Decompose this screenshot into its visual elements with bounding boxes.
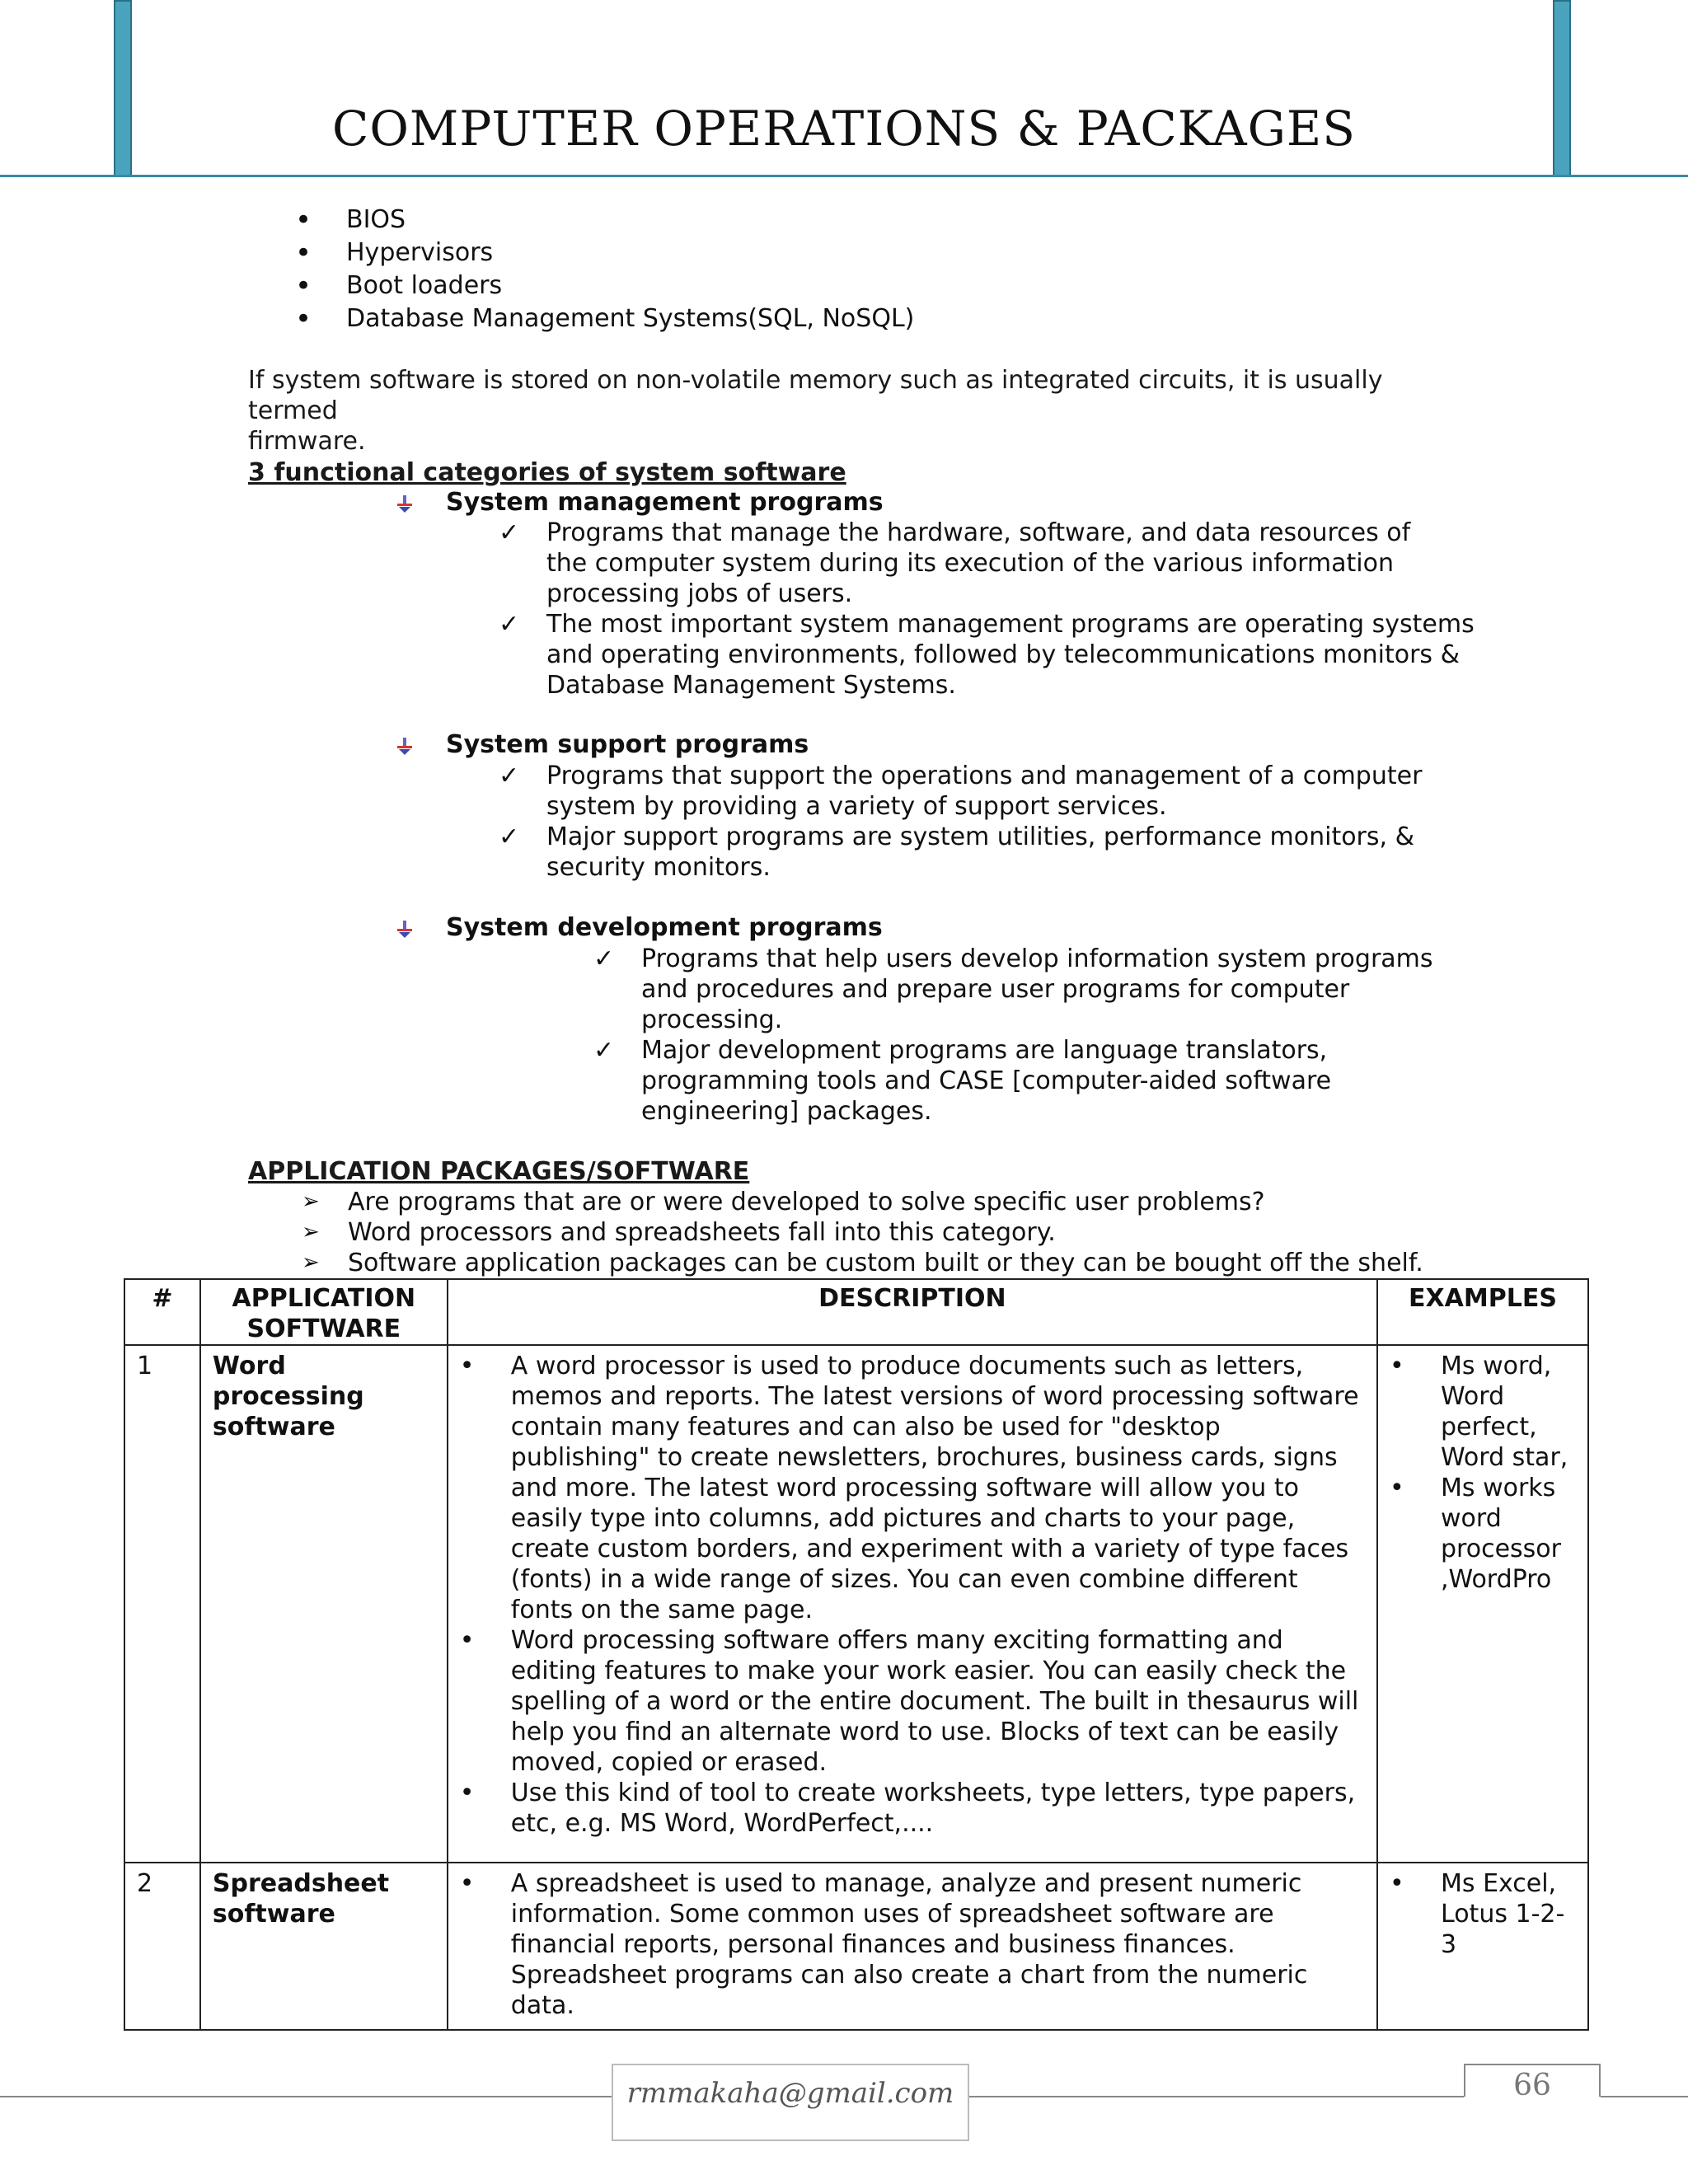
check-item: ✓ Programs that support the operations and management of a computer system by providing a variety of support services. bbox=[499, 762, 1423, 821]
row-examples bbox=[1377, 1345, 1588, 1863]
category-title-management: System management programs bbox=[446, 488, 884, 517]
list-item: • BIOS bbox=[295, 204, 914, 237]
checkmark-icon: ✓ bbox=[499, 610, 520, 639]
arrow-down-icon bbox=[396, 920, 414, 938]
column-header-examples: EXAMPLES bbox=[1377, 1279, 1588, 1345]
list-item: • Boot loaders bbox=[295, 269, 914, 302]
application-software-table bbox=[124, 1278, 1589, 2031]
footer-rule-right bbox=[1601, 2096, 1688, 2097]
footer-rule-left bbox=[0, 2096, 612, 2097]
row-number: 2 bbox=[124, 1863, 200, 2030]
column-header-number: # bbox=[124, 1279, 200, 1345]
table-row bbox=[124, 1345, 1588, 1863]
page-number: 66 bbox=[1513, 2069, 1551, 2102]
check-item: ✓ The most important system management programs are operating systems and operating environments, followed by telecommunications monitors & Database Management Systems. bbox=[499, 610, 1475, 700]
table-header-row bbox=[124, 1279, 1588, 1345]
checkmark-icon: ✓ bbox=[499, 823, 520, 851]
firmware-paragraph: If system software is stored on non-volatile memory such as integrated circuits, it is usually termed firmware. bbox=[248, 366, 1383, 456]
list-item: • Database Management Systems(SQL, NoSQL) bbox=[295, 302, 914, 335]
row-examples bbox=[1377, 1863, 1588, 2030]
category-title-development: System development programs bbox=[446, 913, 883, 942]
table-row bbox=[124, 1863, 1588, 2030]
arrow-down-icon bbox=[396, 494, 414, 513]
column-header-description: DESCRIPTION bbox=[448, 1279, 1377, 1345]
list-item: • Use this kind of tool to create worksheets, type letters, type papers, etc, e.g. MS Word, WordPerfect,.... bbox=[460, 1778, 1365, 1839]
row-application-name: Spreadsheet software bbox=[200, 1863, 448, 2030]
arrow-bullet-icon: ➢ bbox=[302, 1250, 320, 1275]
row-description bbox=[448, 1345, 1377, 1863]
arrow-down-icon bbox=[396, 737, 414, 755]
list-item: • Hypervisors bbox=[295, 237, 914, 269]
arrow-bullet-icon: ➢ bbox=[302, 1189, 320, 1214]
check-item: ✓ Programs that help users develop information system programs and procedures and prepare user programs for computer processing. bbox=[593, 944, 1433, 1034]
checkmark-icon: ✓ bbox=[593, 1036, 615, 1065]
categories-heading: 3 functional categories of system software bbox=[248, 458, 846, 487]
check-item: ✓ Major development programs are language translators, programming tools and CASE [computer-aided software engineering] packages. bbox=[593, 1036, 1332, 1126]
list-item: • Word processing software offers many exciting formatting and editing features to make your work easier. You can easily check the spelling of a word or the entire document. The built in thesaurus will help you find an alternate word to use. Blocks of text can be easily moved, copied or erased. bbox=[460, 1625, 1365, 1778]
header-rule bbox=[0, 175, 1688, 177]
checkmark-icon: ✓ bbox=[499, 518, 520, 547]
list-item: • Ms Excel, Lotus 1-2-3 bbox=[1390, 1868, 1576, 1960]
list-item: • Ms works word processor ,WordPro bbox=[1390, 1473, 1576, 1595]
application-packages-heading: APPLICATION PACKAGES/SOFTWARE bbox=[248, 1157, 750, 1186]
row-description bbox=[448, 1863, 1377, 2030]
list-item: • Ms word, Word perfect, Word star, bbox=[1390, 1351, 1576, 1473]
column-header-application: APPLICATION SOFTWARE bbox=[200, 1279, 448, 1345]
footer-email: rmmakaha@gmail.com bbox=[626, 2077, 954, 2110]
row-application-name: Word processing software bbox=[200, 1345, 448, 1863]
check-item: ✓ Programs that manage the hardware, software, and data resources of the computer system during its execution of the various information processing jobs of users. bbox=[499, 518, 1411, 608]
row-number: 1 bbox=[124, 1345, 200, 1863]
check-item: ✓ Major support programs are system utilities, performance monitors, & security monitors. bbox=[499, 823, 1414, 882]
checkmark-icon: ✓ bbox=[499, 762, 520, 790]
list-item: • A word processor is used to produce documents such as letters, memos and reports. The latest versions of word processing software contain many features and can also be used for "desktop publishing" to create newsletters, brochures, business cards, signs and more. The latest word processing software will allow you to easily type into columns, add pictures and charts to your page, create custom borders, and experiment with a variety of type faces (fonts) in a wide range of sizes. You can even combine different fonts on the same page. bbox=[460, 1351, 1365, 1625]
page-title: COMPUTER OPERATIONS & PACKAGES bbox=[332, 101, 1356, 157]
list-item: • A spreadsheet is used to manage, analyze and present numeric information. Some common uses of spreadsheet software are financial reports, personal finances and business finances. Spreadsheet programs can also create a chart from the numeric data. bbox=[460, 1868, 1365, 2021]
category-title-support: System support programs bbox=[446, 730, 809, 759]
arrow-bullet-icon: ➢ bbox=[302, 1220, 320, 1244]
checkmark-icon: ✓ bbox=[593, 944, 615, 973]
system-software-examples-list bbox=[295, 204, 914, 335]
footer-rule-middle bbox=[969, 2096, 1464, 2097]
